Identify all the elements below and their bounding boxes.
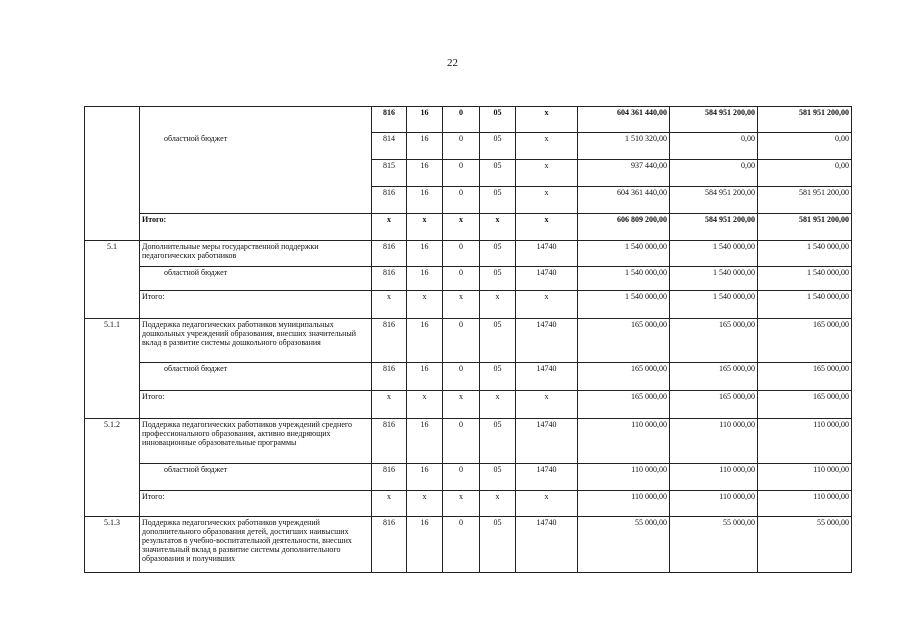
code-cell: x [516,160,578,187]
code-cell: 05 [480,419,516,464]
code-cell: 816 [372,363,407,391]
amount-cell: 0,00 [758,160,852,187]
code-cell: 0 [443,319,480,363]
row-description: Дополнительные меры государственной поддержки педагогических работников [140,241,372,267]
code-cell: 16 [407,363,443,391]
code-cell: x [407,214,443,241]
code-cell: x [443,214,480,241]
table-row [85,319,852,363]
table-row [85,214,852,241]
code-cell: 05 [480,363,516,391]
amount-cell: 55 000,00 [758,517,852,573]
code-cell: 14740 [516,363,578,391]
amount-cell: 165 000,00 [758,319,852,363]
row-number: 5.1.2 [85,419,140,517]
code-cell: x [443,391,480,419]
amount-cell: 581 951 200,00 [758,187,852,214]
table-row [85,464,852,491]
amount-cell: 1 540 000,00 [670,241,758,267]
code-cell: x [516,214,578,241]
row-description: Итого: [140,214,372,241]
code-cell: 816 [372,319,407,363]
table-row [85,391,852,419]
table-row [85,107,852,133]
code-cell: x [407,491,443,517]
code-cell: x [516,491,578,517]
code-cell: 14740 [516,267,578,291]
code-cell: 815 [372,160,407,187]
amount-cell: 1 510 320,00 [578,133,670,160]
code-cell: x [443,491,480,517]
code-cell: x [372,214,407,241]
code-cell: x [372,491,407,517]
amount-cell: 1 540 000,00 [758,241,852,267]
code-cell: x [480,391,516,419]
code-cell: x [407,391,443,419]
code-cell: 0 [443,241,480,267]
amount-cell: 1 540 000,00 [758,291,852,319]
code-cell: 0 [443,464,480,491]
code-cell: 05 [480,267,516,291]
code-cell: 16 [407,517,443,573]
code-cell: x [516,391,578,419]
table-row [85,133,852,160]
code-cell: x [372,391,407,419]
amount-cell: 581 951 200,00 [758,107,852,133]
amount-cell: 110 000,00 [578,419,670,464]
code-cell: x [407,291,443,319]
row-description: Поддержка педагогических работников муниципальных дошкольных учреждений образования, внесших значительный вклад в развитие системы дошкольного образования [140,319,372,363]
amount-cell: 110 000,00 [758,419,852,464]
code-cell: x [480,491,516,517]
code-cell: 05 [480,107,516,133]
amount-cell: 165 000,00 [578,391,670,419]
amount-cell: 1 540 000,00 [578,241,670,267]
code-cell: 05 [480,517,516,573]
row-number: 5.1.3 [85,517,140,573]
row-description [140,107,372,133]
amount-cell: 55 000,00 [578,517,670,573]
row-description: Поддержка педагогических работников учреждений дополнительного образования детей, достигших наивысших результатов в учебно-воспитательной деятельности, внесших значительный вклад в развитие системы дополнительного образования и получивших [140,517,372,573]
amount-cell: 581 951 200,00 [758,214,852,241]
code-cell: 14740 [516,319,578,363]
row-number [85,107,140,241]
amount-cell: 165 000,00 [758,363,852,391]
code-cell: 16 [407,160,443,187]
code-cell: x [516,187,578,214]
code-cell: 816 [372,241,407,267]
code-cell: 0 [443,419,480,464]
code-cell: x [480,214,516,241]
amount-cell: 1 540 000,00 [670,291,758,319]
code-cell: 816 [372,464,407,491]
table-row [85,241,852,267]
amount-cell: 55 000,00 [670,517,758,573]
code-cell: 816 [372,517,407,573]
amount-cell: 604 361 440,00 [578,187,670,214]
code-cell: 816 [372,419,407,464]
code-cell: 0 [443,160,480,187]
row-description: областной бюджет [140,363,372,391]
row-description: областной бюджет [140,464,372,491]
code-cell: 0 [443,187,480,214]
amount-cell: 110 000,00 [758,491,852,517]
code-cell: x [516,133,578,160]
page-number: 22 [447,57,458,69]
code-cell: 814 [372,133,407,160]
amount-cell: 0,00 [670,160,758,187]
code-cell: 05 [480,464,516,491]
budget-table [84,106,852,573]
code-cell: x [516,291,578,319]
table-row [85,419,852,464]
code-cell: 16 [407,187,443,214]
amount-cell: 606 809 200,00 [578,214,670,241]
amount-cell: 584 951 200,00 [670,107,758,133]
code-cell: 05 [480,319,516,363]
amount-cell: 1 540 000,00 [670,267,758,291]
code-cell: 16 [407,241,443,267]
code-cell: 05 [480,160,516,187]
amount-cell: 1 540 000,00 [758,267,852,291]
row-description: областной бюджет [140,133,372,214]
amount-cell: 1 540 000,00 [578,267,670,291]
code-cell: 16 [407,133,443,160]
row-description: Итого: [140,291,372,319]
code-cell: x [443,291,480,319]
row-description: областной бюджет [140,267,372,291]
amount-cell: 0,00 [758,133,852,160]
code-cell: 0 [443,363,480,391]
amount-cell: 165 000,00 [670,319,758,363]
row-number: 5.1 [85,241,140,319]
table-row [85,267,852,291]
code-cell: 16 [407,107,443,133]
code-cell: 05 [480,133,516,160]
code-cell: 05 [480,241,516,267]
amount-cell: 165 000,00 [670,363,758,391]
row-number: 5.1.1 [85,319,140,419]
amount-cell: 110 000,00 [578,464,670,491]
code-cell: 05 [480,187,516,214]
amount-cell: 604 361 440,00 [578,107,670,133]
table-row [85,517,852,573]
code-cell: x [480,291,516,319]
amount-cell: 110 000,00 [578,491,670,517]
row-description: Итого: [140,391,372,419]
row-description: Поддержка педагогических работников учреждений среднего профессионального образования, активно внедряющих инновационные образовательные программы [140,419,372,464]
amount-cell: 0,00 [670,133,758,160]
amount-cell: 165 000,00 [670,391,758,419]
code-cell: 816 [372,267,407,291]
amount-cell: 584 951 200,00 [670,214,758,241]
amount-cell: 110 000,00 [670,464,758,491]
code-cell: 816 [372,187,407,214]
code-cell: 0 [443,267,480,291]
table-row [85,491,852,517]
amount-cell: 1 540 000,00 [578,291,670,319]
amount-cell: 937 440,00 [578,160,670,187]
code-cell: 816 [372,107,407,133]
code-cell: 14740 [516,241,578,267]
code-cell: 0 [443,107,480,133]
amount-cell: 165 000,00 [578,363,670,391]
code-cell: 16 [407,419,443,464]
amount-cell: 165 000,00 [578,319,670,363]
row-description: Итого: [140,491,372,517]
code-cell: 16 [407,464,443,491]
code-cell: x [372,291,407,319]
amount-cell: 584 951 200,00 [670,187,758,214]
code-cell: 14740 [516,517,578,573]
amount-cell: 110 000,00 [670,419,758,464]
code-cell: 0 [443,133,480,160]
amount-cell: 165 000,00 [758,391,852,419]
code-cell: x [516,107,578,133]
code-cell: 14740 [516,419,578,464]
amount-cell: 110 000,00 [670,491,758,517]
code-cell: 0 [443,517,480,573]
amount-cell: 110 000,00 [758,464,852,491]
table-row [85,363,852,391]
code-cell: 14740 [516,464,578,491]
code-cell: 16 [407,267,443,291]
code-cell: 16 [407,319,443,363]
table-row [85,291,852,319]
